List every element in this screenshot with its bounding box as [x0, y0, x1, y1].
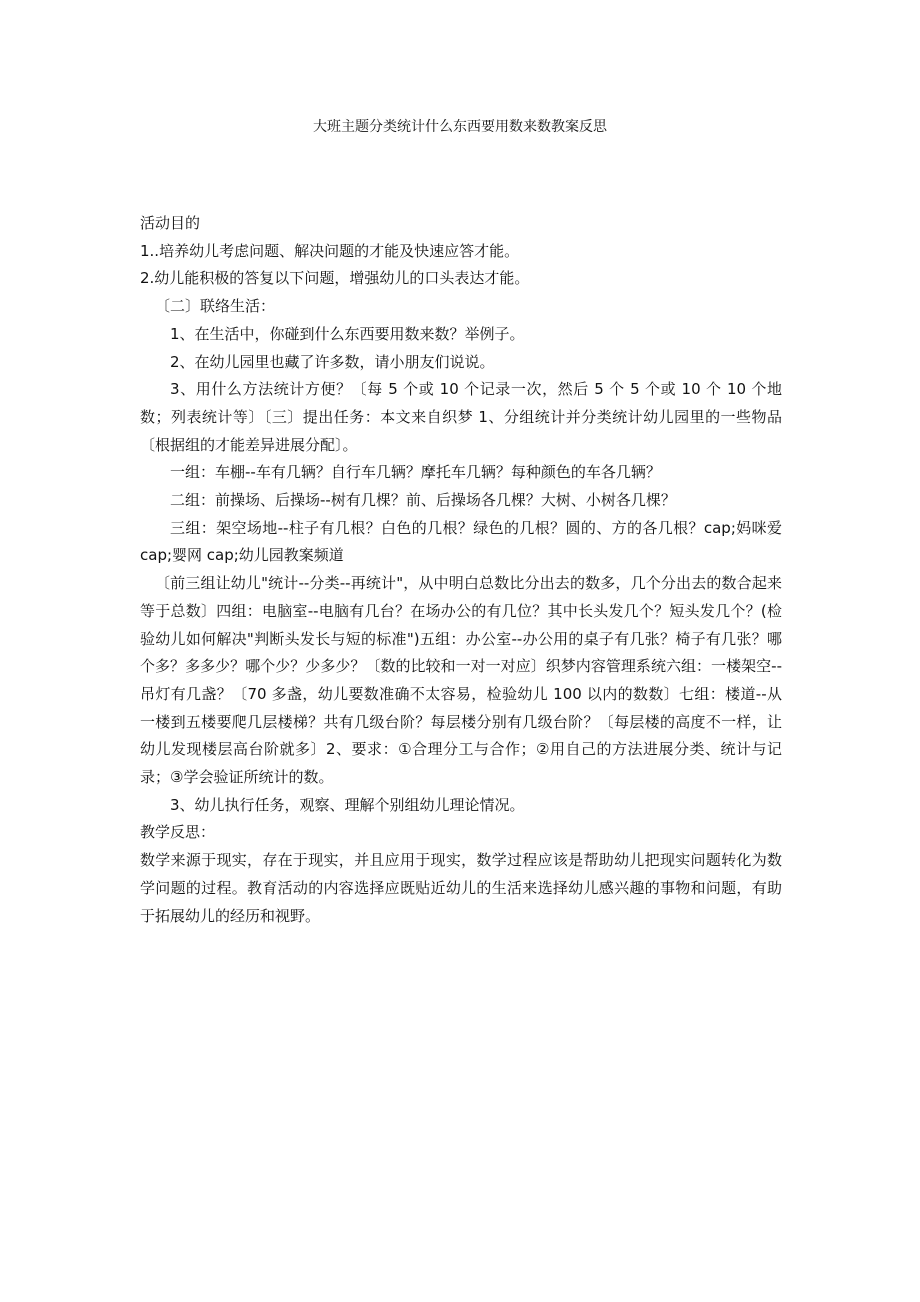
paragraph: 数学来源于现实，存在于现实，并且应用于现实，数学过程应该是帮助幼儿把现实问题转化为数学问题的过程。教育活动的内容选择应既贴近幼儿的生活来选择幼儿感兴趣的事物和问题，有助于拓展幼儿的经历和视野。: [140, 851, 782, 925]
heading-teaching-reflection: 教学反思：: [140, 823, 216, 842]
paragraph: 〔前三组让幼儿"统计--分类--再统计"，从中明白总数比分出去的数多，几个分出去的数合起来等于总数〕四组：电脑室--电脑有几台？在场办公的有几位？其中长头发几个？短头发几个？(检验幼儿如何解决"判断头发长与短的标准")五组：办公室--办公用的桌子有几张？椅子有几张？哪个多？多多少？哪个少？少多少？〔数的比较和一对一对应〕织梦内容管理系统六组：一楼架空--吊灯有几盏？〔70 多盏，幼儿要数准确不太容易，检验幼儿 100 以内的数数〕七组：楼道--从一楼到五楼要爬几层楼梯？共有几级台阶？每层楼分别有几级台阶？〔每层楼的高度不一样，让幼儿发现楼层高台阶就多〕2、要求：①合理分工与合作；②用自己的方法进展分类、统计与记录；③学会验证所统计的数。: [140, 574, 782, 787]
document-title: 大班主题分类统计什么东西要用数来数教案反思: [313, 119, 607, 135]
paragraph: 三组：架空场地--柱子有几根？白色的几根？绿色的几根？圆的、方的各几根？cap;妈咪爱 cap;婴网 cap;幼儿园教案频道: [140, 518, 782, 565]
paragraph: 1、在生活中，你碰到什么东西要用数来数？举例子。: [170, 324, 525, 343]
paragraph: 2、在幼儿园里也藏了许多数，请小朋友们说说。: [170, 352, 495, 371]
paragraph: 一组：车棚--车有几辆？自行车几辆？摩托车几辆？每种颜色的车各几辆？: [170, 463, 661, 482]
paragraph: 1..培养幼儿考虑问题、解决问题的才能及快速应答才能。: [140, 241, 520, 260]
paragraph: 3、用什么方法统计方便？〔每 5 个或 10 个记录一次，然后 5 个 5 个或 10 个 10 个地数；列表统计等〕〔三〕提出任务：本文来自织梦 1、分组统计并分类统计幼儿园里的一些物品〔根据组的才能差异进展分配〕。: [140, 380, 782, 454]
paragraph: 2.幼儿能积极的答复以下问题，增强幼儿的口头表达才能。: [140, 269, 530, 288]
paragraph: 二组：前操场、后操场--树有几棵？前、后操场各几棵？大树、小树各几棵？: [170, 491, 676, 510]
section-heading: 〔二〕联络生活：: [155, 297, 276, 316]
heading-activity-goals: 活动目的: [140, 214, 201, 232]
document-body: [140, 210, 782, 930]
paragraph: 3、幼儿执行任务，观察、理解个别组幼儿理论情况。: [170, 795, 525, 814]
